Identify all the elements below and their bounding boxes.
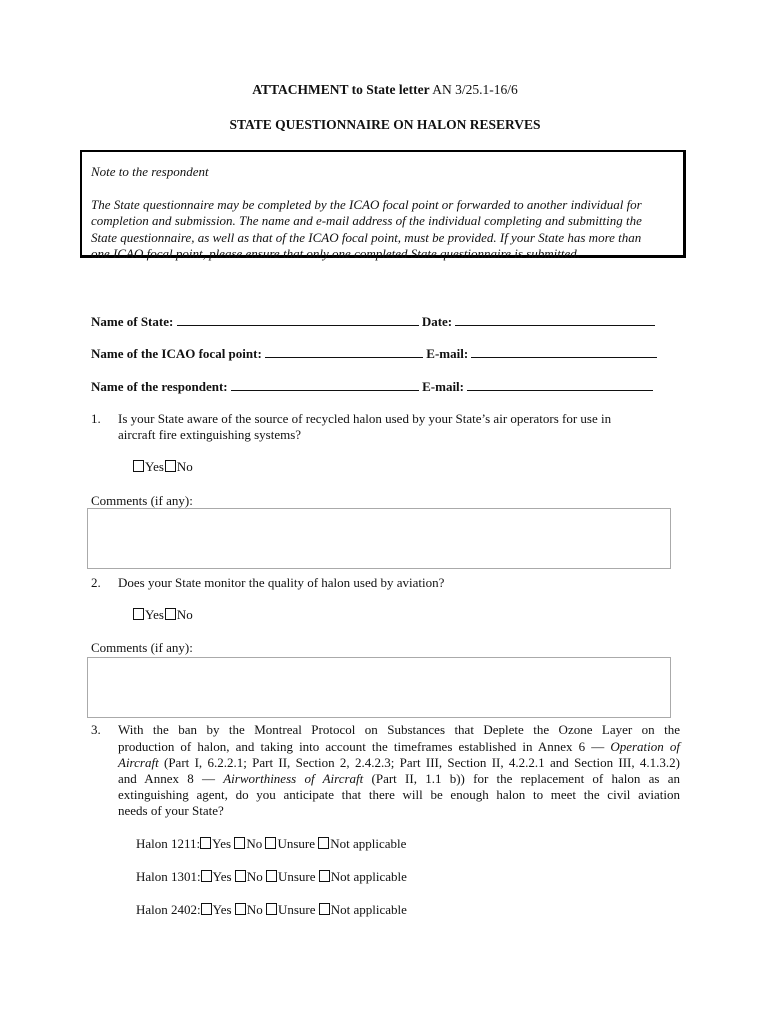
q3-line2-italic: Operation of bbox=[610, 739, 680, 754]
halon-label: Halon 2402: bbox=[136, 902, 201, 917]
halon-label: Halon 1301: bbox=[136, 869, 201, 884]
q1-text-line: aircraft fire extinguishing systems? bbox=[118, 427, 302, 442]
q3-line3-text: (Part I, 6.2.2.1; Part II, Section 2, 2.4.2.3; Part III, Section II, 4.2.2.1 and Section III, 4.1.3.2) bbox=[158, 755, 680, 770]
q3-text-line bbox=[118, 739, 680, 755]
halon-row bbox=[136, 869, 407, 885]
note-line: completion and submission. The name and e-mail address of the individual completing and submitting the bbox=[91, 213, 642, 228]
q2-comments-box[interactable] bbox=[87, 657, 671, 718]
q1-yes-label: Yes bbox=[145, 459, 164, 474]
halon-no-checkbox[interactable] bbox=[235, 870, 246, 882]
q3-number: 3. bbox=[91, 722, 101, 737]
q2-yes-label: Yes bbox=[145, 607, 164, 622]
halon-no-checkbox[interactable] bbox=[235, 903, 246, 915]
q1-text-line: Is your State aware of the source of recycled halon used by your State’s air operators for use in bbox=[118, 411, 612, 426]
attachment-ref: AN 3/25.1-16/6 bbox=[429, 82, 518, 97]
q2-no-label: No bbox=[176, 607, 193, 622]
focal-email-row bbox=[91, 345, 657, 362]
email-label: E-mail: bbox=[426, 346, 469, 361]
note-line: The State questionnaire may be completed by the ICAO focal point or forwarded to another individual for bbox=[91, 197, 642, 212]
halon-no-label: No bbox=[246, 869, 263, 884]
q2-options bbox=[133, 607, 193, 623]
q3-line2-text: production of halon, and taking into account the timeframes established in Annex 6 — bbox=[118, 739, 611, 754]
note-line: one ICAO focal point, please ensure that only one completed State questionnaire is submitted. bbox=[91, 246, 580, 261]
state-label: Name of State: bbox=[91, 314, 174, 329]
halon-unsure-label: Unsure bbox=[277, 869, 316, 884]
q3-text-line: extinguishing agent, do you anticipate that there will be enough halon to meet the civil aviation bbox=[118, 787, 680, 802]
q3-line4-text-end: (Part II, 1.1 b)) for the replacement of halon as an bbox=[363, 771, 681, 786]
q1-options bbox=[133, 459, 193, 475]
halon-na-label: Not applicable bbox=[330, 869, 407, 884]
focal-label: Name of the ICAO focal point: bbox=[91, 346, 262, 361]
halon-na-checkbox[interactable] bbox=[319, 870, 330, 882]
halon-label: Halon 1211: bbox=[136, 836, 201, 851]
focal-field[interactable] bbox=[265, 345, 423, 358]
page-title: STATE QUESTIONNAIRE ON HALON RESERVES bbox=[229, 117, 541, 132]
halon-na-checkbox[interactable] bbox=[318, 837, 329, 849]
q3-line3-italic: Aircraft bbox=[118, 755, 159, 770]
respondent-email-field[interactable] bbox=[467, 378, 653, 391]
halon-unsure-label: Unsure bbox=[277, 836, 316, 851]
q3-text-line: With the ban by the Montreal Protocol on Substances that Deplete the Ozone Layer on the bbox=[118, 722, 680, 737]
q2-no-checkbox[interactable] bbox=[165, 608, 176, 620]
focal-email-field[interactable] bbox=[471, 345, 657, 358]
halon-yes-checkbox[interactable] bbox=[201, 870, 212, 882]
q1-no-checkbox[interactable] bbox=[165, 460, 176, 472]
q3-text-line bbox=[118, 771, 680, 787]
q1-comments-label: Comments (if any): bbox=[91, 493, 193, 508]
note-title: Note to the respondent bbox=[91, 164, 209, 179]
q1-no-label: No bbox=[176, 459, 193, 474]
date-field[interactable] bbox=[455, 313, 655, 326]
halon-yes-label: Yes bbox=[212, 869, 232, 884]
respondent-email-row bbox=[91, 378, 653, 395]
q1-comments-box[interactable] bbox=[87, 508, 671, 569]
email2-label: E-mail: bbox=[422, 379, 464, 394]
state-date-row bbox=[91, 313, 655, 330]
q2-comments-label: Comments (if any): bbox=[91, 640, 193, 655]
halon-na-checkbox[interactable] bbox=[319, 903, 330, 915]
halon-row bbox=[136, 836, 406, 852]
q3-text-line bbox=[118, 755, 680, 771]
halon-na-label: Not applicable bbox=[330, 836, 407, 851]
q1-yes-checkbox[interactable] bbox=[133, 460, 144, 472]
halon-yes-label: Yes bbox=[212, 902, 232, 917]
q3-text-line: needs of your State? bbox=[118, 803, 224, 818]
attachment-reference bbox=[0, 82, 770, 98]
q2-number: 2. bbox=[91, 575, 101, 590]
halon-unsure-checkbox[interactable] bbox=[265, 837, 276, 849]
respondent-field[interactable] bbox=[231, 378, 419, 391]
halon-na-label: Not applicable bbox=[330, 902, 407, 917]
respondent-label: Name of the respondent: bbox=[91, 379, 228, 394]
halon-unsure-checkbox[interactable] bbox=[266, 870, 277, 882]
q3-line4-italic: Airworthiness of Aircraft bbox=[223, 771, 364, 786]
halon-unsure-checkbox[interactable] bbox=[266, 903, 277, 915]
halon-yes-checkbox[interactable] bbox=[201, 903, 212, 915]
halon-yes-label: Yes bbox=[212, 836, 232, 851]
q2-text: Does your State monitor the quality of halon used by aviation? bbox=[118, 575, 445, 590]
halon-unsure-label: Unsure bbox=[277, 902, 316, 917]
q1-number: 1. bbox=[91, 411, 101, 426]
halon-no-label: No bbox=[246, 836, 263, 851]
note-line: State questionnaire, as well as that of the ICAO focal point, must be provided. If your State has more than bbox=[91, 230, 642, 245]
halon-no-checkbox[interactable] bbox=[234, 837, 245, 849]
halon-row bbox=[136, 902, 407, 918]
date-label: Date: bbox=[421, 314, 453, 329]
state-field[interactable] bbox=[177, 313, 419, 326]
halon-no-label: No bbox=[246, 902, 263, 917]
q2-yes-checkbox[interactable] bbox=[133, 608, 144, 620]
halon-yes-checkbox[interactable] bbox=[200, 837, 211, 849]
attachment-label: ATTACHMENT to State letter bbox=[252, 82, 430, 97]
q3-line4-text: and Annex 8 — bbox=[118, 771, 224, 786]
